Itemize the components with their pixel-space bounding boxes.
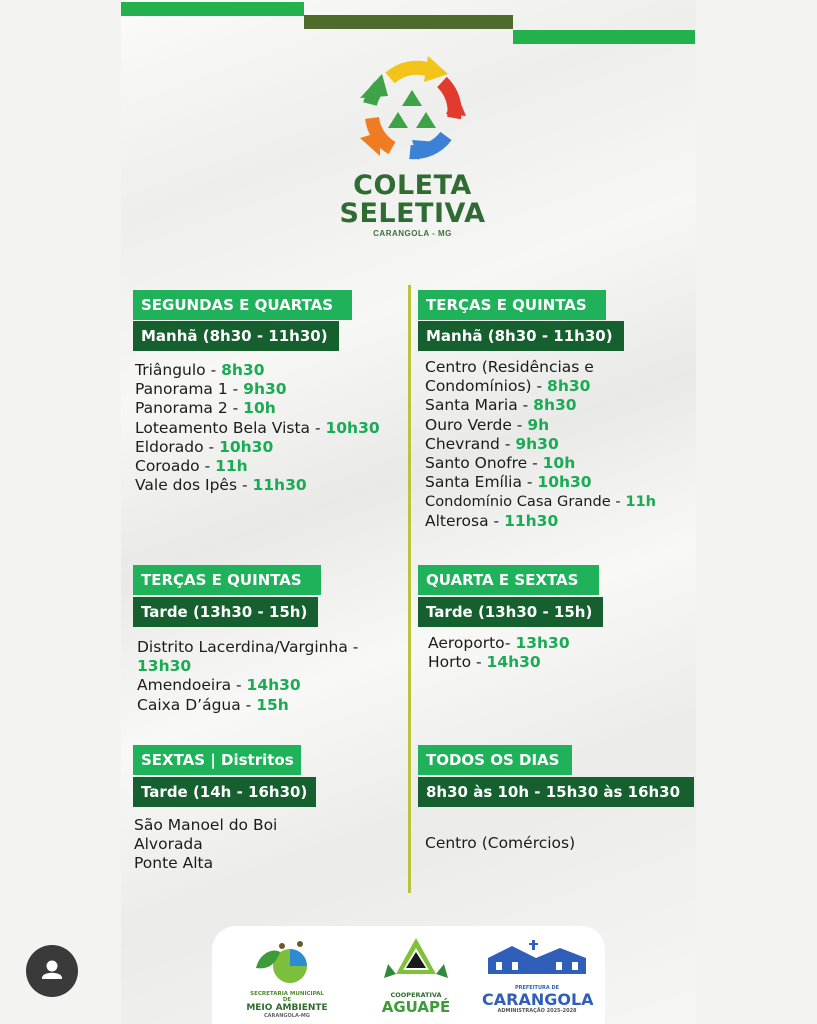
list-item: Condomínios) - 8h30 bbox=[425, 377, 591, 396]
period-tercas-quintas-tarde: Tarde (13h30 - 15h) bbox=[133, 597, 318, 627]
list-item: Vale dos Ipês - 11h30 bbox=[135, 476, 307, 495]
top-bar-olive bbox=[304, 15, 513, 29]
cooperativa-logo bbox=[378, 934, 454, 1020]
list-tercas-quintas-tarde bbox=[137, 638, 358, 715]
period-segundas-quartas: Manhã (8h30 - 11h30) bbox=[133, 321, 339, 351]
list-item: Santo Onofre - 10h bbox=[425, 454, 576, 473]
list-item: 13h30 bbox=[137, 657, 192, 676]
footer-logos bbox=[212, 926, 605, 1024]
prefeitura-line1: PREFEITURA DE bbox=[514, 985, 560, 991]
brand-title-line2: SELETIVA bbox=[339, 198, 486, 229]
period-sextas-distritos: Tarde (14h - 16h30) bbox=[133, 777, 316, 807]
heading-tercas-quintas-manha: TERÇAS E QUINTAS bbox=[418, 290, 606, 320]
top-bar-green-right bbox=[513, 30, 695, 44]
list-item: Horto - 14h30 bbox=[428, 653, 541, 672]
top-bar-green-left bbox=[121, 2, 304, 16]
list-item: Centro (Comércios) bbox=[425, 834, 576, 852]
list-item: Santa Maria - 8h30 bbox=[425, 396, 577, 415]
list-item: Alvorada bbox=[134, 835, 203, 854]
user-avatar-icon bbox=[26, 945, 78, 997]
list-tercas-quintas-manha bbox=[425, 358, 656, 531]
list-item: Loteamento Bela Vista - 10h30 bbox=[135, 418, 380, 437]
list-item: Eldorado - 10h30 bbox=[135, 437, 274, 456]
list-item: Condomínio Casa Grande - 11h bbox=[425, 493, 657, 511]
cooperativa-line1: COOPERATIVA bbox=[390, 991, 442, 999]
cooperativa-recycle-icon bbox=[378, 934, 454, 986]
list-item: Panorama 1 - 9h30 bbox=[135, 380, 287, 399]
meio-ambiente-line3: CARANGOLA-MG bbox=[263, 1013, 310, 1019]
period-quarta-sextas: Tarde (13h30 - 15h) bbox=[418, 597, 603, 627]
list-item: Triângulo - 8h30 bbox=[135, 361, 265, 379]
meio-ambiente-line1: SECRETARIA MUNICIPAL DE bbox=[250, 991, 324, 1003]
list-item: Panorama 2 - 10h bbox=[135, 399, 276, 418]
period-todos-os-dias: 8h30 às 10h - 15h30 às 16h30 bbox=[418, 777, 694, 807]
list-item: Alterosa - 11h30 bbox=[425, 511, 559, 530]
prefeitura-logo bbox=[482, 940, 592, 1020]
cooperativa-line2: AGUAPÉ bbox=[381, 998, 451, 1016]
list-sextas-distritos bbox=[134, 816, 277, 874]
list-item: Aeroporto- 13h30 bbox=[428, 634, 570, 652]
list-item: Ponte Alta bbox=[134, 854, 214, 873]
brand-title-line1: COLETA bbox=[353, 170, 472, 201]
prefeitura-line2: CARANGOLA bbox=[482, 990, 594, 1009]
heading-segundas-quartas: SEGUNDAS E QUARTAS bbox=[133, 290, 352, 320]
meio-ambiente-logo bbox=[246, 938, 328, 1018]
heading-tercas-quintas-tarde: TERÇAS E QUINTAS bbox=[133, 565, 321, 595]
list-item: Chevrand - 9h30 bbox=[425, 434, 559, 453]
heading-quarta-sextas: QUARTA E SEXTAS bbox=[418, 565, 599, 595]
list-item: Amendoeira - 14h30 bbox=[137, 676, 301, 695]
list-item: Centro (Residências e bbox=[425, 358, 594, 376]
list-quarta-sextas bbox=[428, 634, 570, 672]
list-item: Santa Emília - 10h30 bbox=[425, 473, 592, 492]
leaf-globe-icon bbox=[246, 938, 328, 988]
column-divider bbox=[408, 285, 411, 893]
meio-ambiente-line2: MEIO AMBIENTE bbox=[246, 1003, 328, 1013]
user-avatar-button[interactable] bbox=[26, 945, 78, 997]
list-item: Caixa D’água - 15h bbox=[137, 695, 289, 714]
list-segundas-quartas bbox=[135, 361, 380, 495]
prefeitura-line3: ADMINISTRAÇÃO 2025-2028 bbox=[497, 1008, 577, 1014]
heading-sextas-distritos: SEXTAS | Distritos bbox=[133, 745, 301, 775]
heading-todos-os-dias: TODOS OS DIAS bbox=[418, 745, 572, 775]
list-todos-os-dias bbox=[425, 834, 575, 853]
recycle-logo-icon bbox=[350, 48, 474, 172]
church-building-icon bbox=[482, 940, 592, 980]
brand-title bbox=[300, 172, 525, 228]
list-item: Distrito Lacerdina/Varginha - bbox=[137, 638, 359, 656]
brand-subtitle: CARANGOLA - MG bbox=[373, 229, 452, 238]
list-item: São Manoel do Boi bbox=[134, 816, 278, 834]
list-item: Coroado - 11h bbox=[135, 457, 248, 476]
period-tercas-quintas-manha: Manhã (8h30 - 11h30) bbox=[418, 321, 624, 351]
list-item: Ouro Verde - 9h bbox=[425, 415, 550, 434]
